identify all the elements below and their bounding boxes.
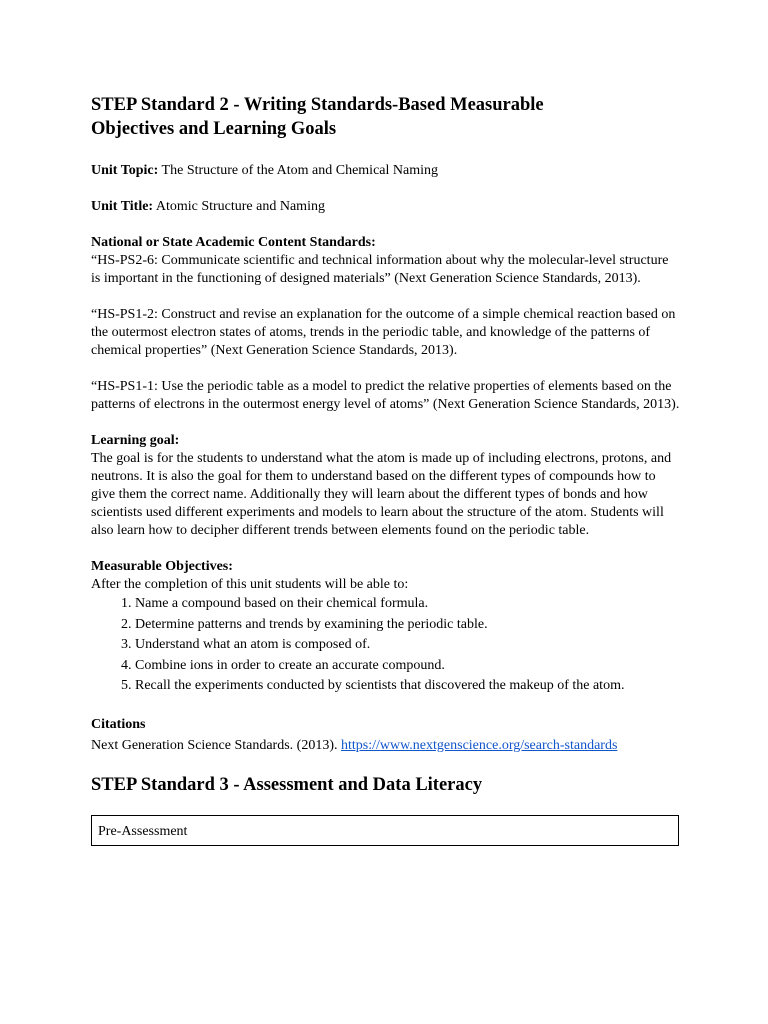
list-item: 3. Understand what an atom is composed of. [135,635,681,656]
objectives-intro: After the completion of this unit students will be able to: [91,577,409,592]
objectives-heading: Measurable Objectives: [91,559,233,574]
citation-text: Next Generation Science Standards. (2013). [91,737,341,753]
standard-2-title-line1: STEP Standard 2 - Writing Standards-Based Measurable [91,95,544,115]
pre-assessment-box [91,815,679,846]
learning-goal-text: The goal is for the students to understand what the atom is made up of including electrons, protons, and neutrons. It is also the goal for them to understand based on the different types of compounds how to give them the correct name. Additionally they will learn about the different types of bonds and how scientists used different experiments and models to learn about the structure of the atom. Students will also learn how to decipher different trends between elements found on the periodic table. [91,451,672,538]
learning-goal-heading: Learning goal: [91,433,180,448]
citations-heading: Citations [91,716,146,732]
standard-2-title-line2: Objectives and Learning Goals [91,119,337,139]
list-item: 4. Combine ions in order to create an accurate compound. [135,656,681,677]
standard-3-title: STEP Standard 3 - Assessment and Data Literacy [91,774,483,795]
unit-title [91,198,681,216]
document-content [91,93,681,846]
unit-topic [91,162,681,180]
pre-assessment-label: Pre-Assessment [98,823,188,839]
citation-link[interactable]: https://www.nextgenscience.org/search-standards [340,737,618,753]
unit-title-value: Atomic Structure and Naming [153,199,325,214]
standard-hs-ps1-1: “HS-PS1-1: Use the periodic table as a model to predict the relative properties of elements based on the patterns of electrons in the outermost energy level of atoms” (Next Generation Science Standards, 2013). [91,379,680,412]
standards-heading: National or State Academic Content Standards: [91,235,376,250]
standard-hs-ps2-6: “HS-PS2-6: Communicate scientific and technical information about why the molecular-level structure is important in the functioning of designed materials” (Next Generation Science Standards, 2013). [91,253,669,286]
citation-entry [91,737,681,755]
standard-hs-ps1-2: “HS-PS1-2: Construct and revise an explanation for the outcome of a simple chemical reaction based on the outermost electron states of atoms, trends in the periodic table, and knowledge of the patterns of chemical properties” (Next Generation Science Standards, 2013). [91,307,676,358]
objectives-list [91,594,681,697]
list-item: 2. Determine patterns and trends by examining the periodic table. [135,615,681,636]
list-item: 5. Recall the experiments conducted by scientists that discovered the makeup of the atom. [135,676,681,697]
list-item: 1. Name a compound based on their chemical formula. [135,594,681,615]
unit-topic-label: Unit Topic: [91,163,159,178]
unit-title-label: Unit Title: [91,199,154,214]
unit-topic-value: The Structure of the Atom and Chemical Naming [158,163,438,178]
standard-2-title [91,93,681,141]
